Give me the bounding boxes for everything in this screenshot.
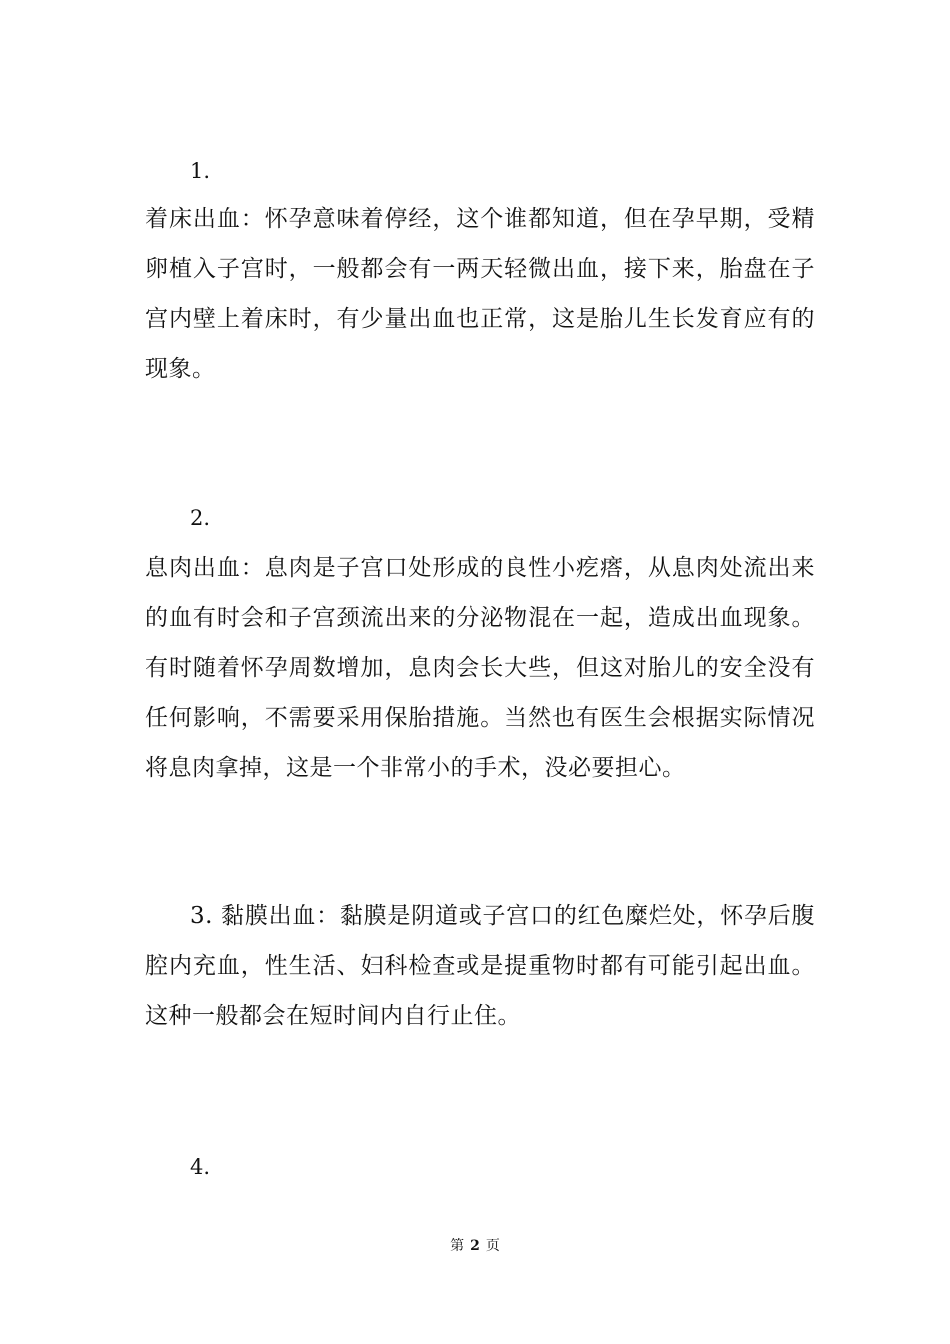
- footer-suffix: 页: [485, 1238, 500, 1254]
- footer-prefix: 第: [450, 1238, 465, 1254]
- item-2-text: 息肉出血：息肉是子宫口处形成的良性小疙瘩，从息肉处流出来的血有时会和子宫颈流出来的分泌物混在一起，造成出血现象。有时随着怀孕周数增加，息肉会长大些，但这对胎儿的安全没有任何影响，不需要采用保胎措施。当然也有医生会根据实际情况将息肉拿掉，这是一个非常小的手术，没必要担心。: [145, 555, 815, 781]
- page-footer: [0, 1237, 950, 1255]
- item-1-number: 1.: [190, 159, 211, 183]
- item-3-number: 3.: [190, 903, 213, 929]
- item-3-text: 黏膜出血：黏膜是阴道或子宫口的红色糜烂处，怀孕后腹腔内充血，性生活、妇科检查或是提重物时都有可能引起出血。这种一般都会在短时间内自行止住。: [145, 903, 816, 1029]
- item-2-number: 2.: [190, 506, 211, 530]
- item-4-number: 4.: [190, 1155, 211, 1179]
- item-1-text: 着床出血：怀孕意味着停经，这个谁都知道，但在孕早期，受精卵植入子宫时，一般都会有一两天轻微出血，接下来，胎盘在子宫内壁上着床时，有少量出血也正常，这是胎儿生长发育应有的现象。: [145, 206, 815, 382]
- footer-page-number: 2: [470, 1238, 480, 1254]
- item-3-paragraph: [145, 891, 815, 1041]
